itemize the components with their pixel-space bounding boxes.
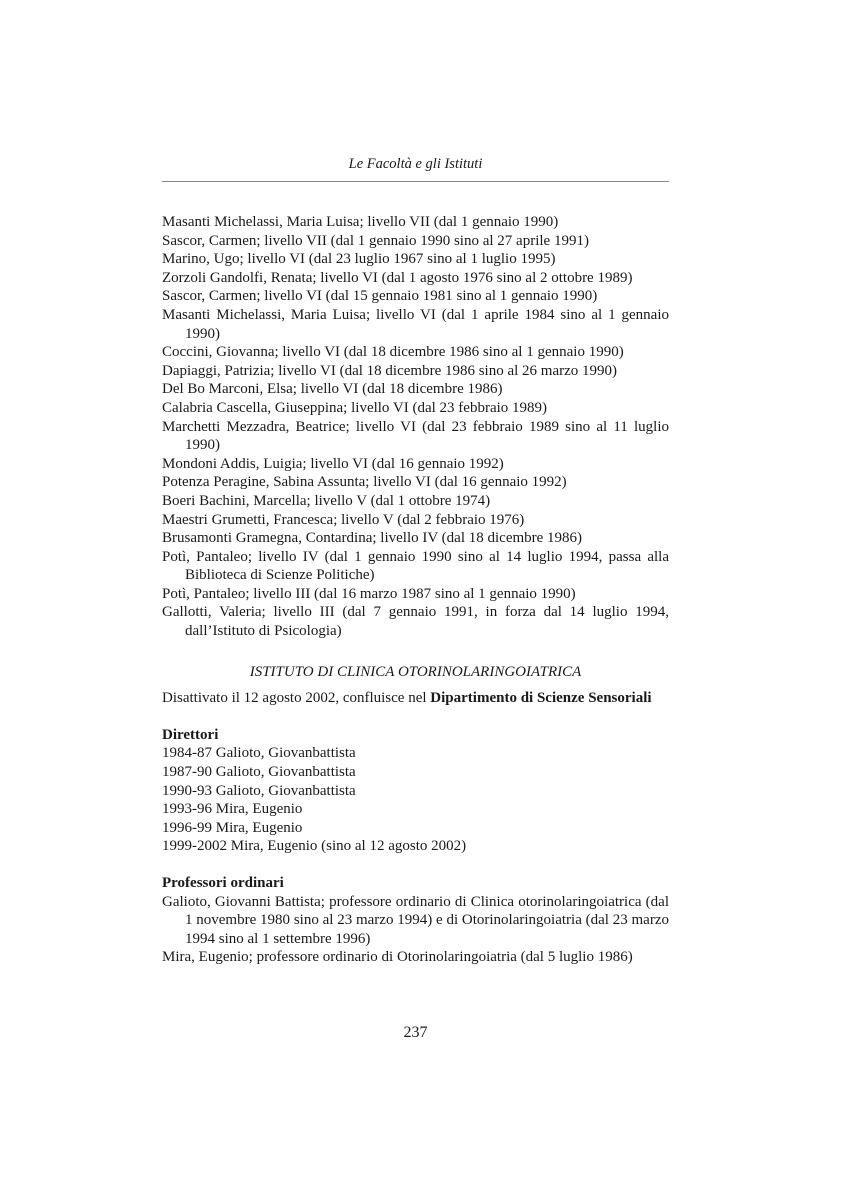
staff-entry: Potì, Pantaleo; livello III (dal 16 marzo 1987 sino al 1 gennaio 1990) [162, 585, 576, 602]
staff-entry: Coccini, Giovanna; livello VI (dal 18 dicembre 1986 sino al 1 gennaio 1990) [162, 344, 624, 361]
director-entry: 1999-2002 Mira, Eugenio (sino al 12 agosto 2002) [162, 838, 467, 855]
department-name: Dipartimento di Scienze Sensoriali [430, 690, 652, 707]
staff-entry: Potenza Peragine, Sabina Assunta; livello VI (dal 16 gennaio 1992) [162, 474, 567, 491]
director-entry: 1996-99 Mira, Eugenio [162, 819, 303, 836]
directors-heading: Direttori [162, 726, 219, 743]
staff-entry: Dapiaggi, Patrizia; livello VI (dal 18 dicembre 1986 sino al 26 marzo 1990) [162, 362, 618, 379]
page-body [162, 213, 669, 967]
running-header: Le Facoltà e gli Istituti [348, 156, 483, 172]
staff-entry: Marino, Ugo; livello VI (dal 23 luglio 1967 sino al 1 luglio 1995) [162, 251, 556, 268]
staff-entry: Marchetti Mezzadra, Beatrice; livello VI (dal 23 febbraio 1989 sino al 11 luglio 1990) [162, 418, 669, 454]
deactivation-text: Disattivato il 12 agosto 2002, confluisce nel [162, 690, 431, 707]
staff-entry: Sascor, Carmen; livello VII (dal 1 gennaio 1990 sino al 27 aprile 1991) [162, 232, 589, 249]
staff-entry: Del Bo Marconi, Elsa; livello VI (dal 18 dicembre 1986) [162, 381, 503, 398]
director-entry: 1990-93 Galioto, Giovanbattista [162, 782, 356, 799]
professors-list [162, 893, 669, 967]
section-title: ISTITUTO DI CLINICA OTORINOLARINGOIATRICA [249, 663, 582, 680]
staff-entry: Sascor, Carmen; livello VI (dal 15 gennaio 1981 sino al 1 gennaio 1990) [162, 288, 598, 305]
staff-entry: Masanti Michelassi, Maria Luisa; livello VI (dal 1 aprile 1984 sino al 1 gennaio 1990) [162, 306, 669, 342]
staff-entry: Calabria Cascella, Giuseppina; livello VI (dal 23 febbraio 1989) [162, 399, 548, 416]
staff-entry: Brusamonti Gramegna, Contardina; livello IV (dal 18 dicembre 1986) [162, 530, 583, 547]
staff-entry: Zorzoli Gandolfi, Renata; livello VI (dal 1 agosto 1976 sino al 2 ottobre 1989) [162, 269, 633, 286]
professors-heading: Professori ordinari [162, 875, 284, 891]
staff-entry: Maestri Grumetti, Francesca; livello V (dal 2 febbraio 1976) [162, 511, 525, 528]
page-number: 237 [403, 1024, 428, 1041]
staff-list [162, 213, 669, 641]
staff-entry: Masanti Michelassi, Maria Luisa; livello VII (dal 1 gennaio 1990) [162, 214, 559, 230]
staff-entry: Potì, Pantaleo; livello IV (dal 1 gennaio 1990 sino al 14 luglio 1994, passa alla Biblioteca di Scienze Politiche) [162, 548, 669, 584]
staff-entry: Mondoni Addis, Luigia; livello VI (dal 16 gennaio 1992) [162, 455, 504, 472]
staff-entry: Boeri Bachini, Marcella; livello V (dal 1 ottobre 1974) [162, 492, 491, 509]
director-entry: 1993-96 Mira, Eugenio [162, 801, 303, 818]
director-entry: 1987-90 Galioto, Giovanbattista [162, 764, 356, 781]
professor-entry: Galioto, Giovanni Battista; professore ordinario di Clinica otorinolaringoiatrica (dal 1 novembre 1980 sino al 23 marzo 1994) e di Otorinolaringoiatria (dal 23 marzo 1994 sino al 1 settembre 1996) [162, 893, 669, 947]
professor-entry: Mira, Eugenio; professore ordinario di Otorinolaringoiatria (dal 5 luglio 1986) [162, 949, 633, 966]
header-rule [162, 181, 669, 182]
directors-list [162, 744, 669, 856]
staff-entry: Gallotti, Valeria; livello III (dal 7 gennaio 1991, in forza dal 14 luglio 1994, dall’Istituto di Psicologia) [162, 604, 669, 640]
deactivation-note [162, 689, 669, 708]
director-entry: 1984-87 Galioto, Giovanbattista [162, 745, 356, 762]
